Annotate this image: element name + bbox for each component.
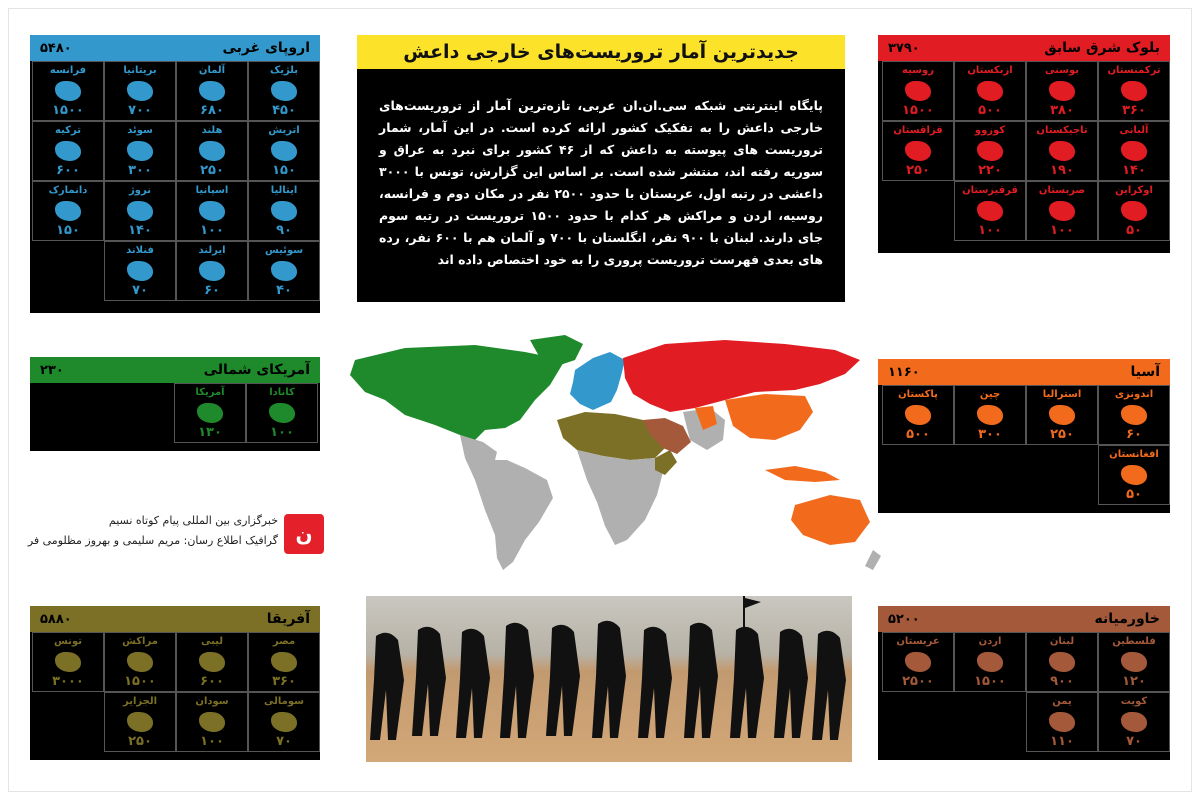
country-count: ۳۰۰۰ [52, 674, 84, 689]
country-cell [1098, 61, 1170, 121]
country-name: افغانستان [1109, 449, 1159, 460]
country-cell [1098, 181, 1170, 241]
country-silhouette-icon [269, 403, 295, 423]
country-grid [30, 61, 320, 301]
country-silhouette-icon [905, 652, 931, 672]
country-name: آلمان [198, 65, 226, 76]
country-silhouette-icon [905, 81, 931, 101]
country-silhouette-icon [1049, 141, 1075, 161]
country-name: سومالی [264, 696, 304, 707]
country-cell [32, 632, 104, 692]
region-header [878, 359, 1170, 385]
country-cell [1098, 385, 1170, 445]
country-count: ۳۸۰ [1050, 103, 1074, 118]
country-count: ۲۵۰۰ [902, 674, 934, 689]
country-cell [248, 181, 320, 241]
country-cell [32, 121, 104, 181]
country-cell [954, 632, 1026, 692]
country-count: ۳۶۰ [1122, 103, 1146, 118]
country-name: تاجیکستان [1036, 125, 1088, 136]
country-cell [32, 181, 104, 241]
region-western-europe [30, 35, 320, 313]
country-silhouette-icon [199, 81, 225, 101]
intro-text: پایگاه اینترنتی شبکه سی.ان.ان عربی، تازه‌ترین آمار از تروریست‌های خارجی داعش را به تفکیک کشور ارائه کرده است. در این آمار، شمار تروریست های پیوسته به داعش که از ۴۶ کشور برای نبرد به عراق و سوریه رفته اند، منتشر شده است. بر اساس این گزارش، تونس با ۳۰۰۰ داعشی در رتبه اول، عربستان با حدود ۲۵۰۰ نفر در مکان دوم و فرانسه، روسیه، اردن و مراکش هر کدام با حدود ۱۵۰۰ تروریست در رتبه سوم جای دارند. لبنان با ۹۰۰ نفر، انگلستان با ۷۰۰ و آلمان هم با ۶۰۰ نفر، رده های بعدی فهرست تروریست پروری را به خود اختصاص داده اند [357, 69, 845, 302]
country-name: بوسنی [1044, 65, 1080, 76]
country-count: ۴۰ [276, 283, 292, 298]
country-silhouette-icon [271, 81, 297, 101]
country-count: ۷۰ [132, 283, 148, 298]
country-count: ۱۰۰ [270, 425, 294, 440]
country-cell [174, 383, 246, 443]
country-silhouette-icon [1121, 81, 1147, 101]
region-total: ۵۲۰۰ [888, 611, 920, 627]
country-cell [1026, 61, 1098, 121]
page-title: جدیدترین آمار تروریست‌های خارجی داعش [357, 35, 845, 69]
country-grid [878, 61, 1170, 241]
country-silhouette-icon [977, 405, 1003, 425]
country-cell [1098, 632, 1170, 692]
country-grid [878, 385, 1170, 505]
country-count: ۲۲۰ [978, 163, 1002, 178]
country-cell [176, 121, 248, 181]
country-cell [1098, 692, 1170, 752]
country-silhouette-icon [1121, 405, 1147, 425]
country-cell [176, 181, 248, 241]
country-cell [176, 61, 248, 121]
region-header [30, 35, 320, 61]
country-silhouette-icon [55, 201, 81, 221]
country-name: لبنان [1049, 636, 1075, 647]
country-cell [248, 61, 320, 121]
country-silhouette-icon [1121, 201, 1147, 221]
region-header [30, 606, 320, 632]
region-total: ۳۷۹۰ [888, 40, 920, 56]
country-name: بریتانیا [123, 65, 157, 76]
country-cell [1098, 445, 1170, 505]
region-middle-east [878, 606, 1170, 760]
country-silhouette-icon [977, 201, 1003, 221]
country-count: ۵۰ [1126, 223, 1142, 238]
country-cell [882, 61, 954, 121]
country-name: کوزوو [974, 125, 1006, 136]
country-silhouette-icon [199, 652, 225, 672]
country-name: صربستان [1038, 185, 1086, 196]
country-count: ۲۵۰ [906, 163, 930, 178]
country-name: فنلاند [126, 245, 154, 256]
country-count: ۱۵۰ [56, 223, 80, 238]
country-count: ۹۰۰ [1050, 674, 1074, 689]
country-count: ۱۱۰ [1050, 734, 1074, 749]
country-cell [248, 632, 320, 692]
map-western-europe [570, 352, 625, 410]
country-name: سوئیس [264, 245, 304, 256]
country-silhouette-icon [271, 141, 297, 161]
country-silhouette-icon [977, 652, 1003, 672]
agency-name: خبرگزاری بین المللی پیام کوتاه نسیم [108, 514, 278, 527]
country-cell [1026, 385, 1098, 445]
country-cell [248, 692, 320, 752]
region-total: ۱۱۶۰ [888, 364, 920, 380]
country-silhouette-icon [127, 201, 153, 221]
country-name: ایتالیا [270, 185, 298, 196]
country-name: ترکیه [55, 125, 81, 136]
country-count: ۶۰۰ [200, 674, 224, 689]
country-count: ۵۰ [1126, 487, 1142, 502]
country-silhouette-icon [55, 652, 81, 672]
region-total: ۵۸۸۰ [40, 611, 72, 627]
region-eastern-bloc [878, 35, 1170, 253]
country-silhouette-icon [905, 141, 931, 161]
country-count: ۵۰۰ [978, 103, 1002, 118]
map-north-america [350, 345, 565, 440]
country-silhouette-icon [127, 81, 153, 101]
country-count: ۶۰۰ [56, 163, 80, 178]
country-cell [1026, 632, 1098, 692]
country-cell [176, 241, 248, 301]
country-cell [882, 385, 954, 445]
country-count: ۹۰ [276, 223, 292, 238]
country-name: سوئد [127, 125, 153, 136]
country-silhouette-icon [127, 712, 153, 732]
region-total: ۵۴۸۰ [40, 40, 72, 56]
country-count: ۱۰۰ [978, 223, 1002, 238]
country-count: ۱۵۰۰ [974, 674, 1006, 689]
country-grid [30, 383, 320, 443]
country-count: ۵۰۰ [906, 427, 930, 442]
country-silhouette-icon [905, 405, 931, 425]
country-count: ۷۰۰ [128, 103, 152, 118]
country-silhouette-icon [1049, 201, 1075, 221]
country-cell [954, 61, 1026, 121]
country-silhouette-icon [55, 141, 81, 161]
country-count: ۳۶۰ [272, 674, 296, 689]
country-cell [176, 632, 248, 692]
country-silhouette-icon [199, 201, 225, 221]
country-cell [248, 241, 320, 301]
country-name: استرالیا [1042, 389, 1082, 400]
country-name: سودان [195, 696, 229, 707]
country-silhouette-icon [199, 141, 225, 161]
country-cell [1098, 121, 1170, 181]
world-map [325, 330, 885, 580]
country-cell [1026, 692, 1098, 752]
country-name: فلسطین [1112, 636, 1156, 647]
region-total: ۲۳۰ [40, 362, 64, 378]
country-count: ۲۵۰ [128, 734, 152, 749]
country-cell [104, 121, 176, 181]
country-name: پاکستان [898, 389, 938, 400]
graphic-credit: گرافیک اطلاع رسان: مریم سلیمی و بهروز مظلومی فر [27, 534, 278, 547]
country-silhouette-icon [1049, 405, 1075, 425]
country-grid [878, 632, 1170, 752]
country-name: بلژیک [269, 65, 299, 76]
country-name: کویت [1120, 696, 1148, 707]
country-count: ۱۳۰ [198, 425, 222, 440]
agency-logo: ن [284, 514, 324, 554]
region-africa [30, 606, 320, 760]
country-name: قرقیزستان [962, 185, 1018, 196]
country-count: ۷۰ [1126, 734, 1142, 749]
region-title: آفریقا [266, 611, 310, 627]
country-name: فرانسه [49, 65, 87, 76]
country-cell [882, 121, 954, 181]
country-name: تونس [54, 636, 82, 647]
country-silhouette-icon [977, 141, 1003, 161]
country-cell [954, 121, 1026, 181]
country-name: ازبکستان [967, 65, 1013, 76]
map-africa-north [557, 412, 665, 460]
map-indonesia [765, 466, 840, 482]
country-cell [32, 61, 104, 121]
country-count: ۳۰۰ [128, 163, 152, 178]
country-count: ۶۸۰ [200, 103, 224, 118]
region-title: اروپای غربی [222, 40, 310, 56]
country-count: ۱۴۰ [1122, 163, 1146, 178]
country-count: ۱۴۰ [128, 223, 152, 238]
region-north-america [30, 357, 320, 451]
country-silhouette-icon [271, 712, 297, 732]
country-cell [104, 241, 176, 301]
country-name: لیبی [200, 636, 224, 647]
region-title: آسیا [1130, 364, 1160, 380]
country-count: ۱۵۰ [272, 163, 296, 178]
country-cell [104, 181, 176, 241]
country-silhouette-icon [55, 81, 81, 101]
map-australia [791, 495, 870, 545]
country-silhouette-icon [1049, 652, 1075, 672]
country-name: اوکراین [1115, 185, 1153, 196]
country-cell [104, 632, 176, 692]
country-count: ۱۵۰۰ [902, 103, 934, 118]
map-south-america [460, 435, 553, 570]
country-name: ترکمنستان [1107, 65, 1161, 76]
country-silhouette-icon [1121, 141, 1147, 161]
country-silhouette-icon [271, 201, 297, 221]
country-cell [954, 181, 1026, 241]
country-count: ۷۰ [276, 734, 292, 749]
country-name: ایرلند [198, 245, 226, 256]
country-silhouette-icon [199, 712, 225, 732]
country-count: ۱۰۰ [200, 734, 224, 749]
country-name: اندونزی [1114, 389, 1154, 400]
country-name: اردن [978, 636, 1002, 647]
country-silhouette-icon [1121, 712, 1147, 732]
country-silhouette-icon [127, 141, 153, 161]
country-cell [176, 692, 248, 752]
country-silhouette-icon [197, 403, 223, 423]
country-count: ۳۰۰ [978, 427, 1002, 442]
country-cell [104, 692, 176, 752]
country-cell [954, 385, 1026, 445]
country-grid [30, 632, 320, 752]
country-name: عربستان [896, 636, 940, 647]
country-name: روسیه [902, 65, 934, 76]
country-name: یمن [1052, 696, 1072, 707]
country-name: قزاقستان [893, 125, 943, 136]
country-silhouette-icon [1049, 712, 1075, 732]
credit-block [27, 512, 330, 552]
country-silhouette-icon [271, 652, 297, 672]
country-cell [104, 61, 176, 121]
country-count: ۶۰ [1126, 427, 1142, 442]
country-count: ۲۵۰ [1050, 427, 1074, 442]
country-name: چین [979, 389, 1001, 400]
country-name: کانادا [269, 387, 295, 398]
country-silhouette-icon [199, 261, 225, 281]
country-name: الجزایر [123, 696, 158, 707]
region-title: خاورمیانه [1094, 611, 1160, 627]
country-count: ۱۲۰ [1122, 674, 1146, 689]
country-silhouette-icon [1049, 81, 1075, 101]
map-africa-south [577, 450, 663, 545]
region-title: بلوک شرق سابق [1044, 40, 1160, 56]
country-silhouette-icon [127, 261, 153, 281]
country-name: اسپانیا [195, 185, 229, 196]
country-count: ۴۵۰ [272, 103, 296, 118]
country-silhouette-icon [1121, 652, 1147, 672]
country-name: مصر [272, 636, 296, 647]
country-count: ۱۹۰ [1050, 163, 1074, 178]
militants-photo [366, 596, 852, 762]
region-asia [878, 359, 1170, 513]
country-name: مراکش [122, 636, 158, 647]
country-name: اتریش [268, 125, 300, 136]
region-header [878, 606, 1170, 632]
country-silhouette-icon [977, 81, 1003, 101]
country-name: آلبانی [1119, 125, 1149, 136]
map-asia-china [725, 394, 813, 440]
country-count: ۱۰۰ [1050, 223, 1074, 238]
country-cell [246, 383, 318, 443]
country-count: ۱۵۰۰ [52, 103, 84, 118]
map-new-zealand [865, 550, 881, 570]
country-cell [882, 632, 954, 692]
country-silhouette-icon [127, 652, 153, 672]
country-name: نروژ [129, 185, 151, 196]
country-count: ۱۰۰ [200, 223, 224, 238]
country-cell [248, 121, 320, 181]
country-cell [1026, 181, 1098, 241]
country-name: دانمارک [48, 185, 88, 196]
country-silhouette-icon [1121, 465, 1147, 485]
region-title: آمریکای شمالی [203, 362, 310, 378]
country-count: ۲۵۰ [200, 163, 224, 178]
country-count: ۶۰ [204, 283, 220, 298]
country-name: آمریکا [195, 387, 225, 398]
region-header [878, 35, 1170, 61]
country-silhouette-icon [271, 261, 297, 281]
country-count: ۱۵۰۰ [124, 674, 156, 689]
region-header [30, 357, 320, 383]
country-cell [1026, 121, 1098, 181]
country-name: هلند [201, 125, 223, 136]
